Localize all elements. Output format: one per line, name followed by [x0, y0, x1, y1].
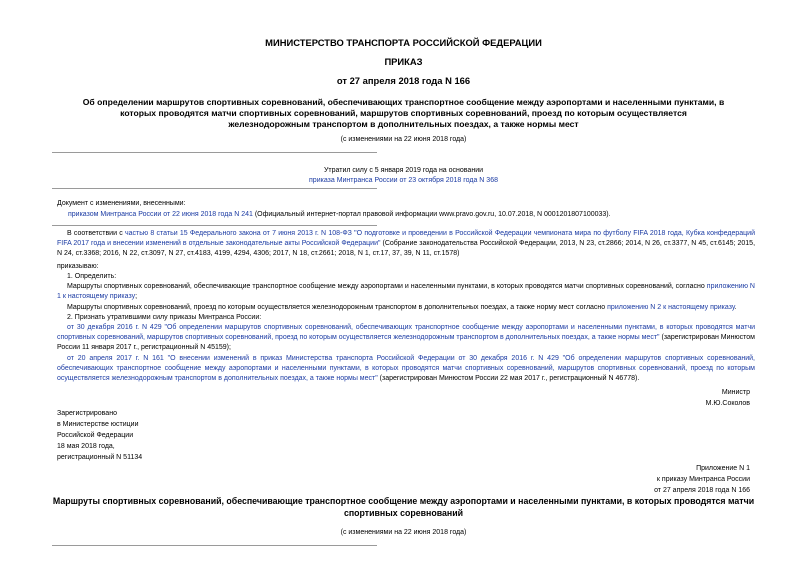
amend-text: (Официальный интернет-портал правовой информации www.pravo.gov.ru, 10.07.2018, N 0001201807100033). — [252, 211, 611, 218]
divider — [52, 225, 377, 226]
expired-link[interactable]: приказа Минтранса России от 23 октября 2018 года N 368 — [309, 177, 498, 184]
registration-line-1: Зарегистрировано — [57, 410, 117, 417]
appendix-order-date: от 27 апреля 2018 года N 166 — [654, 487, 750, 494]
order-429-link[interactable]: от 30 декабря 2016 г. N 429 "Об определении маршрутов спортивных соревнований, обеспечивающих транспортное сообщение между аэропортами и населенными пунктами, в которых проводятся матчи спортивных соревнований, маршрутов спортивных соревнований, проезд по которым осуществляется железнодорожным транспортом в дополнительных поездах, а также нормы мест" — [57, 324, 755, 341]
clause-1b — [57, 303, 755, 313]
appendix-order-ref: к приказу Минтранса России — [656, 476, 750, 483]
appendix-number: Приложение N 1 — [696, 465, 750, 472]
doc-title: Об определении маршрутов спортивных соревнований, обеспечивающих транспортное сообщение между аэропортами и населенными пунктами, в которых проводятся матчи спортивных соревнований, маршрутов спортивных соревнований, проезд по которым осуществляется железнодорожным транспортом в дополнительных поездах, а также нормы мест — [82, 97, 725, 129]
preamble-paragraph — [57, 229, 755, 259]
changes-note: (с изменениями на 22 июня 2018 года) — [340, 136, 467, 143]
appendix-1-link[interactable]: приложению N 1 к настоящему приказу — [57, 283, 755, 300]
clause-2b-rest: (зарегистрирован Минюстом России 22 мая 2017 г., регистрационный N 46778). — [377, 375, 640, 382]
clause-2a — [57, 323, 755, 353]
amend-link[interactable]: приказом Минтранса России от 22 июня 2018 года N 241 — [68, 211, 253, 218]
appendix-title: Маршруты спортивных соревнований, обеспечивающие транспортное сообщение между аэропортами и населенными пунктами, в которых проводятся матчи спортивных соревнований — [52, 496, 755, 518]
registration-line-3: Российской Федерации — [57, 432, 134, 439]
divider — [52, 545, 377, 546]
appendix-2-link[interactable]: приложению N 2 к настоящему приказу — [607, 304, 735, 311]
clause-1a-text: Маршруты спортивных соревнований, обеспечивающие транспортное сообщение между аэропортами и населенными пунктами, в которых проводятся матчи спортивных соревнований, согласно — [67, 283, 707, 290]
order-161-link[interactable]: от 20 апреля 2017 г. N 161 "О внесении изменений в приказ Министерства транспорта Российской Федерации от 30 декабря 2016 г. N 429 "Об определении маршрутов спортивных соревнований, обеспечивающих транспортное сообщение между аэропортами и населенными пунктами, в которых проводятся матчи спортивных соревнований, маршрутов спортивных соревнований, проезд по которым осуществляется железнодорожным транспортом в дополнительных поездах, а также нормы мест" — [57, 355, 755, 382]
law-link[interactable]: частью 8 статьи 15 Федерального закона от 7 июня 2013 г. N 108-ФЗ "О подготовке и проведении в Российской Федерации чемпионата мира по футболу FIFA 2018 года, Кубка конфедераций FIFA 2017 года и внесении изменений в отдельные законодательные акты Российской Федерации" — [57, 230, 755, 247]
clause-2b — [57, 354, 755, 384]
divider — [52, 188, 377, 189]
signature-name: М.Ю.Соколов — [705, 400, 750, 407]
preamble-rest: (Собрание законодательства Российской Федерации, 2013, N 23, ст.2866; 2014, N 26, ст.3377, N 45, ст.6145; 2015, N 24, ст.3368; 2016, N 22, ст.3097, N 27, ст.4183, 4199, 4294, 4306; 2017, N 18, ст.2661; 2018, N 1, ст.17, 37, 39, N 11, ст.1578) — [57, 240, 756, 257]
appendix-changes-note: (с изменениями на 22 июня 2018 года) — [340, 529, 467, 536]
clause-2: 2. Признать утратившими силу приказы Минтранса России: — [67, 314, 262, 321]
amend-label: Документ с изменениями, внесенными: — [57, 200, 186, 207]
clause-1: 1. Определить: — [67, 273, 117, 280]
clause-1b-end: . — [734, 304, 737, 311]
order-word: приказываю: — [57, 263, 99, 270]
registration-line-5: регистрационный N 51134 — [57, 454, 143, 461]
signature-title: Министр — [721, 389, 750, 396]
clause-1a-end: ; — [135, 293, 138, 300]
preamble-text: В соответствии с — [67, 230, 125, 237]
doc-type-heading: ПРИКАЗ — [384, 56, 423, 67]
expired-note: Утратил силу с 5 января 2019 года на основании — [323, 167, 484, 174]
doc-date-heading: от 27 апреля 2018 года N 166 — [336, 75, 471, 86]
divider — [52, 152, 377, 153]
clause-1b-text: Маршруты спортивных соревнований, проезд по которым осуществляется железнодорожным транспортом в дополнительных поездах, а также норму мест согласно — [67, 304, 608, 311]
clause-1a — [57, 282, 755, 302]
amend-line — [68, 210, 768, 220]
registration-line-4: 18 мая 2018 года, — [57, 443, 115, 450]
clause-2a-rest: (зарегистрирован Минюстом России 11 января 2017 г., регистрационный N 45159); — [57, 334, 755, 351]
registration-line-2: в Министерстве юстиции — [57, 421, 139, 428]
ministry-heading: МИНИСТЕРСТВО ТРАНСПОРТА РОССИЙСКОЙ ФЕДЕРАЦИИ — [265, 37, 542, 48]
